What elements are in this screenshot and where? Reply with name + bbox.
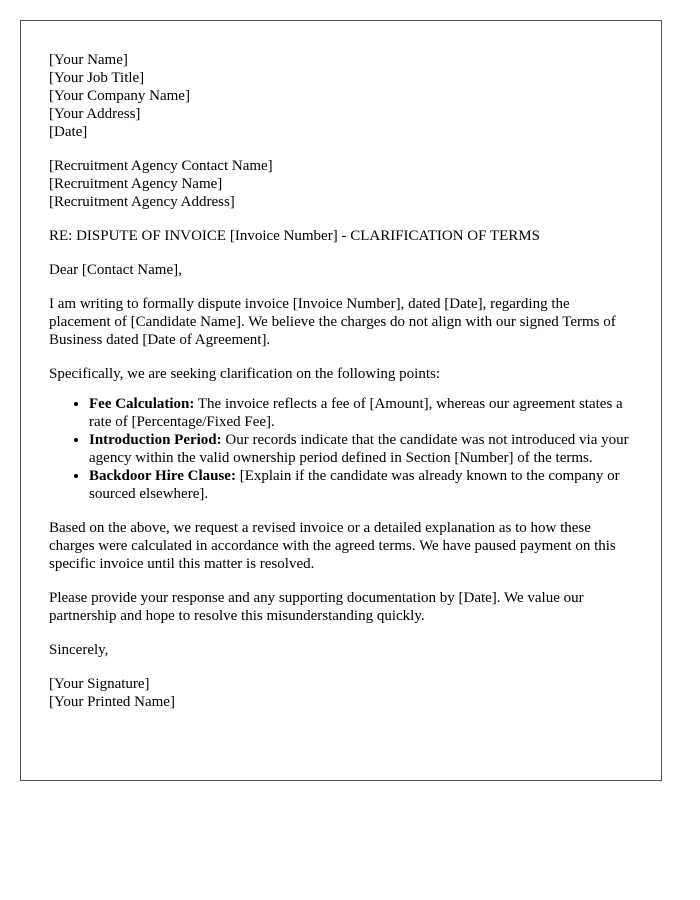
sender-block <box>49 51 633 141</box>
list-item <box>89 431 633 467</box>
point-term: Introduction Period: <box>89 432 222 448</box>
sign-off-block <box>49 641 633 659</box>
recipient-agency-name: [Recruitment Agency Name] <box>49 176 223 192</box>
points-intro-block <box>49 365 633 383</box>
sender-date: [Date] <box>49 124 88 140</box>
closing-paragraph-block <box>49 589 633 625</box>
closing-paragraph: Please provide your response and any supporting documentation by [Date]. We value our partnership and hope to resolve this misunderstanding quickly. <box>49 590 584 624</box>
signature: [Your Signature] <box>49 676 150 692</box>
recipient-contact-name: [Recruitment Agency Contact Name] <box>49 158 273 174</box>
subject-line <box>49 227 633 245</box>
recipient-block <box>49 157 633 211</box>
point-text: The invoice reflects a fee of [Amount], whereas our agreement states a rate of [Percentage/Fixed Fee]. <box>89 396 623 430</box>
salutation-block <box>49 261 633 279</box>
point-text: Our records indicate that the candidate was not introduced via your agency within the valid ownership period defined in Section [Number] of the terms. <box>89 432 629 466</box>
intro-paragraph-block <box>49 295 633 349</box>
printed-name: [Your Printed Name] <box>49 694 175 710</box>
list-item <box>89 467 633 503</box>
sign-off: Sincerely, <box>49 642 109 658</box>
request-paragraph-block <box>49 519 633 573</box>
sender-name: [Your Name] <box>49 52 128 68</box>
intro-paragraph: I am writing to formally dispute invoice [Invoice Number], dated [Date], regarding the placement of [Candidate Name]. We believe the charges do not align with our signed Terms of Business dated [Date of Agreement]. <box>49 296 616 348</box>
point-term: Fee Calculation: <box>89 396 195 412</box>
request-paragraph: Based on the above, we request a revised invoice or a detailed explanation as to how these charges were calculated in accordance with the agreed terms. We have paused payment on this specific invoice until this matter is resolved. <box>49 520 616 572</box>
point-text: [Explain if the candidate was already known to the company or sourced elsewhere]. <box>89 468 620 502</box>
signature-block <box>49 675 633 711</box>
recipient-agency-address: [Recruitment Agency Address] <box>49 194 235 210</box>
subject-text: RE: DISPUTE OF INVOICE [Invoice Number] - CLARIFICATION OF TERMS <box>49 228 540 244</box>
salutation: Dear [Contact Name], <box>49 262 182 278</box>
point-term: Backdoor Hire Clause: <box>89 468 236 484</box>
sender-address: [Your Address] <box>49 106 141 122</box>
list-item <box>89 395 633 431</box>
letter-page <box>20 20 662 781</box>
sender-company: [Your Company Name] <box>49 88 190 104</box>
points-list <box>49 395 633 503</box>
sender-job-title: [Your Job Title] <box>49 70 145 86</box>
points-intro: Specifically, we are seeking clarification on the following points: <box>49 366 440 382</box>
